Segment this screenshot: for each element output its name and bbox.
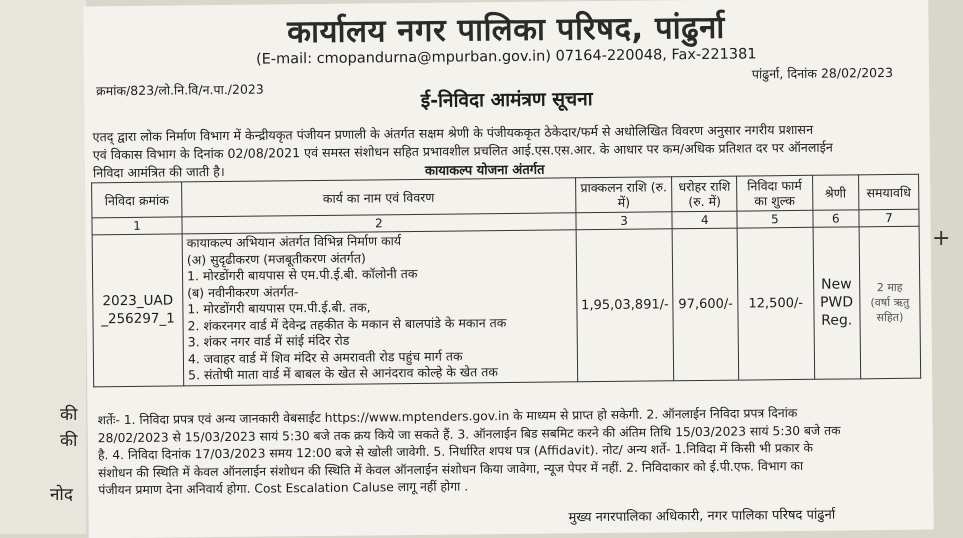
duration-text: सहित): [876, 310, 904, 324]
header-estimate: प्राक्कलन राशि (रु. में): [575, 177, 672, 213]
work-line: 5. संतोषी माता वार्ड में बाबल के खेत से आनंदराव कोल्हे के खेत तक: [187, 364, 498, 383]
work-line: 3. शंकर नगर वार्ड में सांई मंदिर रोड: [187, 332, 350, 350]
work-line: (ब) नवीनीकरण अंतर्गत-: [187, 283, 299, 300]
intro-line: निविदा आमंत्रित की जाती है।: [92, 163, 225, 181]
tender-notice: [83, 0, 934, 538]
scheme-label: कायाकल्प योजना अंतर्गत: [424, 162, 545, 179]
column-number: 2: [182, 213, 576, 234]
header-duration: समयावधि: [858, 174, 918, 210]
column-number: 1: [92, 217, 182, 235]
deposit-cell: 97,600/-: [672, 228, 738, 380]
duration-text: 2 माह: [876, 280, 903, 294]
notice-date: पांढुर्ना, दिनांक 28/02/2023: [751, 64, 894, 82]
adjacent-column-strip: [0, 0, 86, 534]
plus-mark-icon: +: [932, 226, 951, 251]
tender-number-cell: [92, 234, 184, 386]
work-line: 4. जवाहर वार्ड में शिव मंदिर से अमरावती रोड पहुंच मार्ग तक: [187, 347, 463, 366]
work-line: कायाकल्प अभियान अंतर्गत विभिन्न निर्माण कार्य: [186, 233, 402, 251]
class-cell: [813, 227, 861, 379]
work-line: 1. मोरडोंगरी बायपास से एम.पी.ई.बी. कॉलोनी तक: [186, 265, 418, 284]
terms-section: [97, 404, 925, 500]
tender-number: 2023_UAD: [102, 292, 174, 310]
terms-line: शर्तेः- 1. निविदा प्रपत्र एवं अन्य जानकारी वेबसाईट https://www.mptenders.gov.in के माध्यम से प्राप्त हो सकेगी. 2. ऑनलाईन निविदा प्रपत्र दिनांक: [97, 405, 798, 428]
office-title: कार्यालय नगर पालिका परिषद, पांढुर्ना: [286, 9, 726, 51]
intro-line: एतद् द्वारा लोक निर्माण विभाग में केन्द्रीयकृत पंजीयन प्रणाली के अंतर्गत सक्षम श्रेणी के पंजीयककृत ठेकेदार/फर्म से अधोलिखित विवरण अनुसार नगरीय प्रशासन: [92, 121, 814, 145]
margin-text: की: [60, 431, 78, 451]
table-row: [92, 226, 921, 386]
header-form-fee: निविदा फार्म का शुल्क: [737, 175, 813, 211]
terms-line: 28/02/2023 से 15/03/2023 सायं 5:30 बजे तक क्रय किये जा सकते हैं. 3. ऑनलाईन बिड सबमिट करने की अंतिम तिथि 15/03/2023 सायं 5:30 बजे तक: [97, 423, 841, 445]
class-text: PWD: [819, 294, 854, 311]
work-description-cell: [182, 230, 577, 386]
column-number: 4: [672, 211, 737, 229]
tender-table: [91, 174, 921, 387]
contact-line: (E-mail: cmopandurna@mpurban.gov.in) 07164-220048, Fax-221381: [255, 46, 757, 68]
terms-line: पंजीयन प्रमाण देना अनिवार्य होगा. Cost Escalation Caluse लागू नहीं होगा .: [98, 479, 469, 498]
terms-line: है. 4. निविदा दिनांक 17/03/2023 समय 12:00 बजे से खोली जावेगी. 5. निर्धारित शपथ पत्र (Affidavit). नोट/ अन्य शर्ते- 1.निविदा में किसी भी प्रकार के: [97, 440, 813, 463]
header-deposit: धरोहर राशि (रु. में): [672, 176, 737, 212]
column-number: 5: [737, 210, 813, 228]
column-number: 7: [859, 209, 919, 227]
header-tender-no: निविदा क्रमांक: [92, 182, 182, 218]
reference-number: क्रमांक/823/लो.नि.वि/न.पा./2023: [96, 81, 264, 99]
header-class: श्रेणी: [812, 175, 859, 210]
margin-text: नोद: [50, 485, 73, 505]
terms-line: संशोधन की स्थिति में केवल ऑनलाईन संशोधन की स्थिति में केवल ऑनलाईन संशोधन किया जावेगा, न्यूज पेपर में नहीं. 2. निविदाकार को ई.पी.एफ. विभाग का: [98, 458, 804, 480]
work-line: 2. शंकरनगर वार्ड में देवेन्द्र तहकीत के मकान से बालपांडे के मकान तक: [187, 314, 507, 333]
intro-line: एवं विकास विभाग के दिनांक 02/08/2021 एवं समस्त संशोधन सहित प्रभावशील प्रचलित आई.एस.एस.आर. के आधार पर कम/अधिक प्रतिशत दर पर ऑनलाईन: [92, 139, 833, 163]
estimate-cell: 1,95,03,891/-: [576, 229, 674, 382]
form-fee-cell: 12,500/-: [737, 227, 814, 379]
tender-number: _256297_1: [101, 310, 175, 328]
work-line: (अ) सुदृढीकरण (मजबूतीकरण अंतर्गत): [186, 249, 366, 267]
class-text: Reg.: [821, 312, 853, 329]
notice-heading: ई-निविदा आमंत्रण सूचना: [420, 88, 593, 112]
header-work: कार्य का नाम एवं विवरण: [182, 178, 576, 217]
column-number: 6: [812, 210, 859, 227]
class-text: New: [821, 276, 852, 293]
officer-signature-line: मुख्य नगरपालिका अधिकारी, नगर पालिका परिषद पांढुर्ना: [568, 507, 836, 526]
column-number: 3: [576, 212, 673, 230]
duration-cell: [859, 226, 921, 378]
margin-text: की: [60, 405, 78, 425]
duration-text: (वर्षा ऋतु: [870, 295, 910, 309]
work-line: 1. मोरडोंगरी बायपास एम.पी.ई.बी. तक,: [187, 299, 371, 317]
